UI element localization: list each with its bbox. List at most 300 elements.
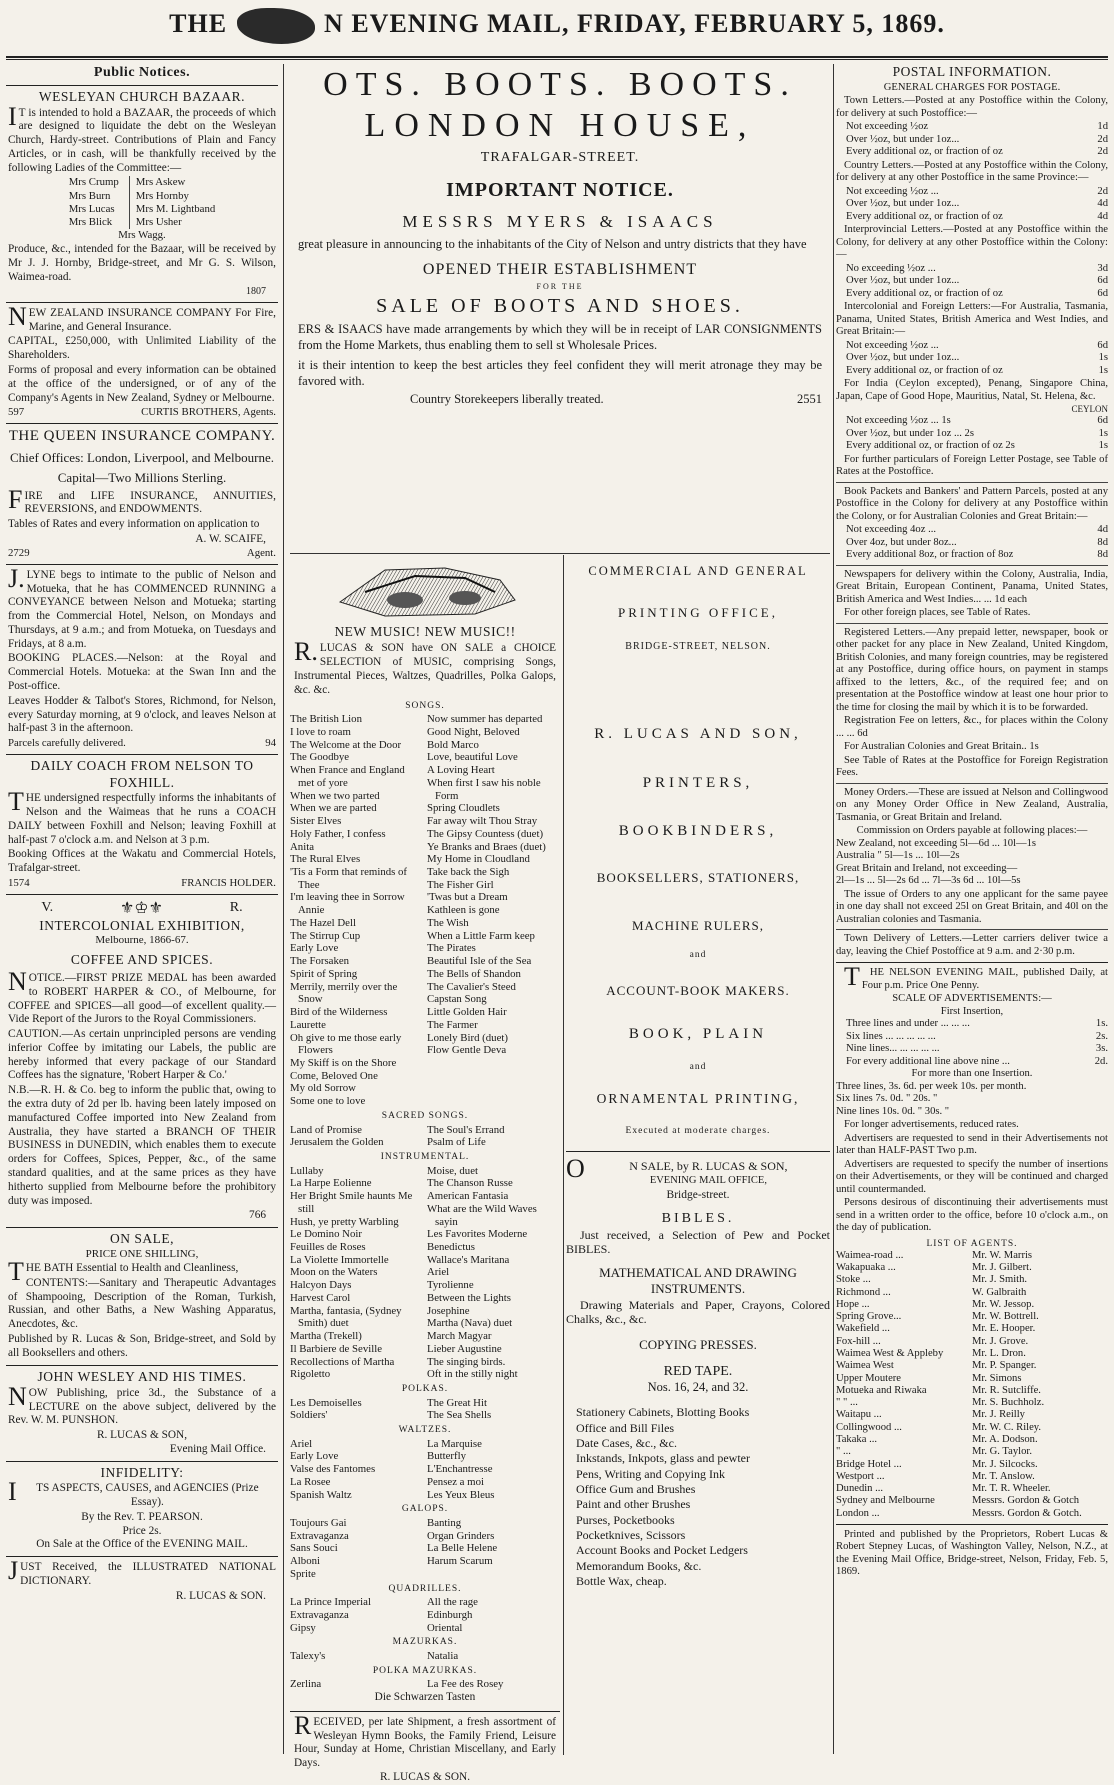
rate-label: Over ½oz, but under 1oz... bbox=[846, 275, 960, 287]
music-section-grid bbox=[290, 1596, 560, 1634]
music-title: The Cavalier's Steed bbox=[427, 980, 516, 993]
rate-label: No exceeding ½oz ... bbox=[846, 262, 936, 274]
music-title: Anita bbox=[290, 840, 314, 853]
agent-name: Mr. J. Gilbert. bbox=[972, 1262, 1032, 1274]
rate-value: 1s bbox=[1098, 427, 1108, 439]
music-title: Die Schwarzen Tasten bbox=[374, 1691, 476, 1703]
music-title: The Stirrup Cup bbox=[290, 929, 361, 942]
nz-insurance-num: 597 bbox=[8, 406, 25, 419]
music-title: L'Enchantresse bbox=[427, 1463, 493, 1476]
rate-row bbox=[836, 1043, 1108, 1056]
music-col-right bbox=[427, 1678, 560, 1691]
stationery-item: Date Cases, &c., &c. bbox=[576, 1435, 677, 1450]
rate-value: 1s bbox=[1098, 364, 1108, 376]
music-section-title: GALOPS. bbox=[401, 1504, 449, 1515]
bath-on-sale: ON SALE, bbox=[110, 1231, 174, 1247]
bazaar-num: 1807 bbox=[246, 285, 266, 297]
music-title: Between the Lights bbox=[427, 1291, 511, 1304]
music-section-grid bbox=[290, 713, 560, 1108]
music-title: Extravaganza bbox=[290, 1608, 349, 1621]
wesley-notice bbox=[6, 1366, 278, 1461]
column-public-notices bbox=[6, 64, 278, 1754]
queen-insurance-notice bbox=[6, 424, 278, 564]
agent-place: Westport ... bbox=[836, 1470, 885, 1482]
music-title: Hush, ye pretty Warbling bbox=[290, 1215, 399, 1228]
onsale-street: Bridge-street. bbox=[666, 1188, 730, 1201]
coach-booking: Booking Offices at the Wakatu and Commercial Hotels, Trafalgar-street. bbox=[8, 848, 276, 875]
ladies-last: Mrs Wagg. bbox=[118, 229, 166, 242]
agent-place: Waitapu ... bbox=[836, 1409, 882, 1421]
ads-p1: Advertisers are requested to send in their Advertisements not later than HALF-PAST Two p.m. bbox=[836, 1132, 1108, 1157]
rate-row bbox=[836, 275, 1108, 288]
column-divider bbox=[833, 64, 834, 1754]
rate-label: Not exceeding 4oz ... bbox=[846, 524, 937, 536]
agent-place: Stoke ... bbox=[836, 1274, 871, 1286]
boots-p3: it is their intention to keep the best articles they feel confident they will merit atronage they may be favored with. bbox=[298, 357, 822, 388]
music-title: Rigoletto bbox=[290, 1368, 331, 1381]
stationery-list bbox=[576, 1405, 830, 1589]
postal-country: Country Letters.—Posted at any Postoffice within the Colony, for delivery at any other Postoffice in the same Province:— bbox=[836, 159, 1108, 184]
money-order-row: Great Britain and Ireland, not exceeding— bbox=[836, 862, 1018, 874]
music-title: The Gipsy Countess (duet) bbox=[427, 827, 544, 840]
rate-label: Every additional oz, or fraction of oz 2s bbox=[846, 440, 1015, 452]
printing-machine-rulers: MACHINE RULERS, bbox=[631, 918, 764, 934]
onsale-intro: ON SALE, by R. LUCAS & SON, bbox=[566, 1154, 788, 1184]
music-title: Martha (Trekell) bbox=[290, 1330, 362, 1343]
committee-list bbox=[8, 176, 276, 229]
music-title: Recollections of Martha bbox=[290, 1355, 395, 1368]
rate-label: Over ½oz, but under 1oz... bbox=[846, 198, 960, 210]
agent-place: Dunedin ... bbox=[836, 1483, 884, 1495]
music-title: Harum Scarum bbox=[427, 1555, 493, 1568]
music-title: The Great Hit bbox=[427, 1396, 487, 1409]
music-col-right bbox=[427, 1165, 560, 1381]
bibles-text: Just received, a Selection of Pew and Pocket BIBLES. bbox=[566, 1227, 830, 1257]
music-title: Merrily, merrily over the Snow bbox=[290, 980, 398, 1006]
rate-value: 1s bbox=[1098, 352, 1108, 364]
myers-isaacs: MESSRS MYERS & ISAACS bbox=[402, 212, 718, 232]
music-title: Far away wilt Thou Stray bbox=[427, 815, 538, 828]
printing-bookbinders: BOOKBINDERS, bbox=[618, 822, 778, 839]
bath-contents: CONTENTS:—Sanitary and Therapeutic Advantages of Shampooing, Description of the Roman, Turkish, Russian, and other Baths, a New Washing Apparatus, Anecdotes, &c. bbox=[8, 1276, 276, 1331]
nz-insurance-title: NEW ZEALAND INSURANCE COMPANY For Fire, Marine, and General Insurance. bbox=[8, 301, 276, 333]
postal-charges: GENERAL CHARGES FOR POSTAGE. bbox=[883, 81, 1061, 93]
music-title: The Forsaken bbox=[290, 955, 350, 968]
agent-place: Collingwood ... bbox=[836, 1421, 902, 1433]
music-instruments-engraving bbox=[325, 562, 525, 620]
infidelity-by: By the Rev. T. PEARSON. bbox=[81, 1510, 203, 1523]
agent-name: Mr. J. Smith. bbox=[972, 1274, 1028, 1286]
music-title: 'Twas but a Dream bbox=[427, 891, 508, 904]
music-col-left bbox=[290, 1596, 423, 1634]
ad-more-row: Nine lines 10s. 0d. " 30s. " bbox=[836, 1105, 950, 1117]
postal-other: For other foreign places, see Table of Rates. bbox=[844, 607, 1031, 619]
music-title: Extravaganza bbox=[290, 1529, 349, 1542]
rate-value: 2d bbox=[1097, 146, 1108, 158]
rate-row bbox=[836, 352, 1108, 365]
rate-value: 4d bbox=[1097, 198, 1108, 210]
rate-value: 1s bbox=[1098, 440, 1108, 452]
music-section-grid bbox=[290, 1438, 560, 1502]
interprovincial-rates bbox=[836, 263, 1108, 301]
music-title: All the rage bbox=[427, 1596, 478, 1609]
music-title: Moon on the Waters bbox=[290, 1266, 378, 1279]
ads-first: First Insertion, bbox=[940, 1005, 1004, 1017]
trafalgar-street: TRAFALGAR-STREET. bbox=[480, 149, 640, 165]
masthead bbox=[0, 8, 1114, 58]
music-title: The British Lion bbox=[290, 713, 362, 726]
committee-member: Mrs Askew bbox=[135, 176, 186, 189]
music-title: Good Night, Beloved bbox=[427, 725, 520, 738]
music-title: Martha, fantasia, (Sydney Smith) duet bbox=[290, 1304, 402, 1330]
rate-row bbox=[836, 186, 1108, 199]
music-title: Sister Elves bbox=[290, 815, 342, 828]
rate-row bbox=[836, 537, 1108, 550]
agent-name: Mr. J. Grove. bbox=[972, 1335, 1029, 1347]
music-section-grid bbox=[290, 1165, 560, 1381]
masthead-rule bbox=[6, 56, 1108, 60]
india-rates bbox=[836, 415, 1108, 453]
ink-blot-image bbox=[237, 8, 315, 44]
printing-lucas: R. LUCAS AND SON, bbox=[594, 726, 802, 743]
music-title: Now summer has departed bbox=[427, 713, 543, 726]
music-col-right bbox=[427, 1397, 560, 1422]
rate-value: 8d bbox=[1097, 549, 1108, 561]
agent-place: Sydney and Melbourne bbox=[836, 1495, 935, 1507]
copying-presses: COPYING PRESSES. bbox=[639, 1337, 757, 1352]
music-col-left bbox=[290, 1165, 423, 1381]
lyne-booking: BOOKING PLACES.—Nelson: at the Royal and Commercial Hotels. Motueka: at the Swan Inn and the Post-office. bbox=[8, 652, 276, 693]
music-title: When a Little Farm keep bbox=[427, 929, 535, 942]
agent-place: Richmond ... bbox=[836, 1286, 891, 1298]
boots-p1: great pleasure in announcing to the inhabitants of the City of Nelson and untry districts that they have bbox=[298, 237, 807, 252]
music-section-title: WALTZES. bbox=[398, 1425, 452, 1436]
exhibition-city: Melbourne, 1866-67. bbox=[95, 934, 189, 947]
agent-name: Mr. Simons bbox=[972, 1372, 1022, 1384]
music-col-right bbox=[427, 1596, 560, 1634]
column-divider bbox=[283, 64, 284, 1754]
agent-name: Mr. W. Bottrell. bbox=[972, 1311, 1039, 1323]
sale-of-boots: SALE OF BOOTS AND SHOES. bbox=[376, 294, 744, 317]
important-notice: IMPORTANT NOTICE. bbox=[446, 179, 674, 202]
agent-place: Waimea West bbox=[836, 1360, 894, 1372]
ladies-right-list bbox=[129, 176, 215, 229]
agent-place: Takaka ... bbox=[836, 1433, 878, 1445]
rate-label: Not exceeding ½oz ... bbox=[846, 185, 939, 197]
music-title: Banting bbox=[427, 1516, 462, 1529]
for-the: FOR THE bbox=[536, 281, 584, 291]
vr-left: V. bbox=[41, 900, 54, 916]
agent-place: Fox-hill ... bbox=[836, 1335, 881, 1347]
music-title: Lonely Bird (duet) bbox=[427, 1031, 508, 1044]
music-title: Martha (Nava) duet bbox=[427, 1317, 513, 1330]
infidelity-notice bbox=[6, 1462, 278, 1557]
music-col-left bbox=[290, 1678, 423, 1691]
stationery-item: Bottle Wax, cheap. bbox=[576, 1574, 667, 1589]
rate-row bbox=[836, 211, 1108, 224]
music-title: Pensez a moi bbox=[427, 1475, 484, 1488]
postal-book: Book Packets and Bankers' and Pattern Parcels, posted at any Postoffice in the Colony for delivery at any Postoffice within the Colony, or for Australian Colonies and Great Britain:— bbox=[836, 485, 1108, 522]
music-title: La Rosee bbox=[290, 1475, 331, 1488]
music-col-left bbox=[290, 1438, 423, 1502]
rate-label: Not exceeding ½oz ... 1s bbox=[846, 415, 951, 427]
printing-and1: and bbox=[689, 949, 707, 960]
rate-value: 3s. bbox=[1095, 1043, 1108, 1055]
committee-member: Mrs Crump bbox=[68, 176, 119, 189]
music-title: Ariel bbox=[290, 1437, 313, 1450]
music-title: Sans Souci bbox=[290, 1542, 338, 1555]
postal-delivery: Town Delivery of Letters.—Letter carriers deliver twice a day, leaving the Chief Postoffice at 9 a.m. and 2·30 p.m. bbox=[836, 933, 1108, 957]
ads-scale: SCALE OF ADVERTISEMENTS:— bbox=[892, 993, 1052, 1005]
lyne-num: 94 bbox=[265, 737, 276, 750]
rate-label: Over ½oz, but under 1oz... bbox=[846, 352, 960, 364]
music-title: When France and England met of yore bbox=[290, 764, 405, 789]
music-title: Love, beautiful Love bbox=[427, 751, 518, 764]
music-title: Come, Beloved One bbox=[290, 1069, 378, 1082]
music-section-title: MAZURKAS. bbox=[392, 1637, 458, 1648]
music-title: My Home in Cloudland bbox=[427, 853, 530, 866]
agent-name: Mr. W. C. Riley. bbox=[972, 1421, 1042, 1433]
music-title: Oriental bbox=[427, 1621, 463, 1634]
ad-rates bbox=[836, 1018, 1108, 1068]
coach-num: 1574 bbox=[8, 876, 30, 889]
public-notices-heading: Public Notices. bbox=[93, 65, 191, 80]
ads-more: For more than one Insertion. bbox=[911, 1068, 1033, 1080]
music-title: Les Yeux Bleus bbox=[427, 1488, 495, 1501]
ads-longer: For longer advertisements, reduced rates. bbox=[844, 1119, 1019, 1131]
rate-label: Six lines ... ... ... ... ... bbox=[846, 1030, 936, 1042]
postal-money: Money Orders.—These are issued at Nelson and Collingwood on any Money Order Office in New Zealand, Australia, Tasmania, or Great Britain and Ireland. bbox=[836, 786, 1108, 823]
music-title: Her Bright Smile haunts Me still bbox=[290, 1190, 413, 1215]
music-section-title: INSTRUMENTAL. bbox=[380, 1151, 470, 1162]
music-title: The Goodbye bbox=[290, 751, 350, 764]
bath-published: Published by R. Lucas & Son, Bridge-street, and Sold by all Booksellers and others. bbox=[8, 1332, 276, 1359]
rate-row bbox=[836, 440, 1108, 453]
music-title: The Welcome at the Door bbox=[290, 738, 402, 751]
stationery-item: Inkstands, Inkpots, glass and pewter bbox=[576, 1451, 750, 1466]
reg-see: See Table of Rates at the Postoffice for Foreign Registration Fees. bbox=[836, 754, 1108, 779]
music-title: Spanish Waltz bbox=[290, 1488, 352, 1501]
music-section-grid bbox=[290, 1678, 560, 1691]
music-title: The Wish bbox=[427, 916, 469, 929]
music-section-grid bbox=[290, 1124, 560, 1149]
money-order-row: New Zealand, not exceeding 5l—6d ... 10l—1s bbox=[836, 837, 1037, 849]
music-title: Edinburgh bbox=[427, 1608, 473, 1621]
music-title: Natalia bbox=[427, 1649, 459, 1662]
music-title: La Violette Immortelle bbox=[290, 1253, 389, 1266]
book-rates bbox=[836, 524, 1108, 562]
lyne-text: J.LYNE begs to intimate to the public of Nelson and Motueka, that he has COMMENCED RUNNING a CONVEYANCE between Nelson and Motueka; starting from the Commercial Hotel, Nelson, on Mondays and Thursdays, at 9 a.m.; and from Motueka, on Tuesdays and Fridays, at 8 a.m. bbox=[8, 563, 276, 650]
rate-label: Nine lines... ... ... ... ... bbox=[846, 1043, 940, 1055]
printed-by: Printed and published by the Proprietors, Robert Lucas & Robert Stepney Lucas, of Washington Valley, Nelson, N.Z., at the Evening Mail Office, Bridge-street, Nelson, Friday, Feb. 5, 1869. bbox=[836, 1528, 1108, 1578]
agent-name: Mr. R. Sutcliffe. bbox=[972, 1384, 1041, 1396]
stationery-item: Office and Bill Files bbox=[576, 1420, 675, 1435]
stationery-item: Pens, Writing and Copying Ink bbox=[576, 1466, 725, 1481]
music-title: Bold Marco bbox=[427, 738, 479, 751]
music-title: Wallace's Maritana bbox=[427, 1253, 510, 1266]
rate-value: 4d bbox=[1097, 210, 1108, 222]
opened-establishment: OPENED THEIR ESTABLISHMENT bbox=[422, 261, 698, 279]
music-title: Talexy's bbox=[290, 1649, 326, 1662]
queen-agent-label: Agent. bbox=[246, 546, 276, 559]
postal-issue: The issue of Orders to any one applicant for the same payee in one day shall not exceed 25l on Great Britain, and 40l on the Australian colonies and Tasmania. bbox=[836, 888, 1108, 925]
infidelity-price: Price 2s. bbox=[122, 1524, 162, 1537]
agent-name: W. Galbraith bbox=[972, 1286, 1027, 1298]
new-music-title: NEW MUSIC! NEW MUSIC!! bbox=[334, 624, 516, 639]
coffee-caution: CAUTION.—As certain unprincipled persons are vending inferior Coffee by imitating our Labels, the public are hereby informed that every package of our Standard Coffees has the signature, 'Robert Harper & Co.' bbox=[8, 1028, 276, 1082]
math-title: MATHEMATICAL AND DRAWING INSTRUMENTS. bbox=[599, 1265, 797, 1296]
music-section-grid bbox=[290, 1650, 560, 1663]
rate-row bbox=[836, 365, 1108, 378]
music-col-right bbox=[427, 1650, 560, 1663]
royal-crest-icon: ⚜♔⚜ bbox=[119, 898, 163, 918]
masthead-left: THE bbox=[169, 8, 228, 38]
music-title: La Harpe Eolienne bbox=[290, 1177, 372, 1190]
music-title: Gipsy bbox=[290, 1621, 316, 1634]
postal-town: Town Letters.—Posted at any Postoffice within the Colony, for delivery at such Postoffice:— bbox=[836, 95, 1108, 119]
intercolonial-rates bbox=[836, 340, 1108, 378]
queen-agent: A. W. SCAIFE, bbox=[195, 532, 266, 545]
printing-street: BRIDGE-STREET, NELSON. bbox=[625, 641, 771, 653]
music-title: Organ Grinders bbox=[427, 1529, 495, 1542]
music-title: Josephine bbox=[427, 1304, 470, 1317]
red-tape-nos: Nos. 16, 24, and 32. bbox=[647, 1379, 749, 1394]
rate-row bbox=[836, 340, 1108, 353]
ads-p2: Advertisers are requested to specify the number of insertions on their Advertisements, or they will be continued and charged until countermanded. bbox=[836, 1158, 1108, 1195]
music-title: La Belle Helene bbox=[427, 1542, 498, 1555]
column-divider bbox=[563, 555, 564, 1755]
music-title: The Fisher Girl bbox=[427, 878, 494, 891]
money-order-row: Australia " 5l—1s ... 10l—2s bbox=[836, 850, 960, 862]
dictionary-notice bbox=[6, 1557, 278, 1607]
queen-tables: Tables of Rates and every information on application to bbox=[8, 518, 260, 531]
wesley-title: JOHN WESLEY AND HIS TIMES. bbox=[37, 1369, 247, 1385]
rate-value: 6d bbox=[1097, 275, 1108, 287]
queen-num: 2729 bbox=[8, 546, 30, 559]
rate-value: 6d bbox=[1097, 415, 1108, 427]
nz-insurance-sig: CURTIS BROTHERS, Agents. bbox=[141, 406, 276, 419]
agent-name: Mr. E. Hooper. bbox=[972, 1323, 1036, 1335]
ad-more-row: Six lines 7s. 0d. " 20s. " bbox=[836, 1093, 938, 1105]
coffee-num: 766 bbox=[249, 1209, 266, 1222]
rate-row bbox=[836, 1031, 1108, 1044]
rate-value: 4d bbox=[1097, 524, 1108, 536]
printing-printers: PRINTERS, bbox=[642, 774, 754, 791]
committee-member: Mrs Burn bbox=[68, 189, 111, 202]
printing-title1: COMMERCIAL AND GENERAL bbox=[588, 564, 808, 578]
stationery-item: Stationery Cabinets, Blotting Books bbox=[576, 1405, 750, 1420]
boots-country: Country Storekeepers liberally treated. bbox=[410, 392, 604, 407]
stationery-item: Account Books and Pocket Ledgers bbox=[576, 1543, 748, 1558]
music-title: Flow Gentle Deva bbox=[427, 1044, 507, 1057]
music-title: Harvest Carol bbox=[290, 1291, 351, 1304]
rate-value: 3d bbox=[1097, 262, 1108, 274]
agent-place: " ... bbox=[836, 1446, 851, 1458]
column-music bbox=[290, 556, 560, 1783]
music-title: Kathleen is gone bbox=[427, 904, 500, 917]
rate-label: Every additional oz, or fraction of oz bbox=[846, 146, 1003, 158]
agent-place: " " ... bbox=[836, 1397, 858, 1409]
bazaar-text: IT is intended to hold a BAZAAR, the proceeds of which are designed to liquidate the debt on the Wesleyan Church, Hardy-street. Contributions of Plain and Fancy Articles, or in cash, will be thankfully received by the following Ladies of the Committee:— bbox=[8, 101, 276, 174]
town-rates bbox=[836, 121, 1108, 159]
music-col-left bbox=[290, 1517, 423, 1581]
music-title: Valse des Fantomes bbox=[290, 1463, 376, 1476]
nz-insurance-notice bbox=[6, 303, 278, 425]
rate-row bbox=[836, 1056, 1108, 1069]
red-tape: RED TAPE. bbox=[663, 1363, 733, 1379]
bibles-title: BIBLES. bbox=[661, 1210, 735, 1226]
agent-name: Mr. W. Marris bbox=[972, 1249, 1033, 1261]
agent-place: Wakapuaka ... bbox=[836, 1262, 896, 1274]
agent-name: Mr. W. Jessop. bbox=[972, 1298, 1035, 1310]
rate-row bbox=[836, 415, 1108, 428]
rate-value: 2d bbox=[1097, 185, 1108, 197]
agent-place: Spring Grove... bbox=[836, 1311, 902, 1323]
wesley-office: Evening Mail Office. bbox=[169, 1443, 266, 1455]
music-title: Oh give to me those early Flowers bbox=[290, 1031, 402, 1057]
music-title: What are the Wild Waves sayin bbox=[427, 1202, 537, 1228]
column-printing bbox=[566, 556, 830, 1752]
music-title: Oft in the stilly night bbox=[427, 1368, 518, 1381]
music-title: Alboni bbox=[290, 1555, 320, 1568]
music-title: Spirit of Spring bbox=[290, 967, 358, 980]
music-title: Capstan Song bbox=[427, 993, 487, 1006]
postal-india: For India (Ceylon excepted), Penang, Singapore China, Japan, Cape of Good Hope, Mauritius, Natal, St. Helena, &c. bbox=[836, 378, 1108, 402]
rate-value: 2d. bbox=[1094, 1055, 1108, 1067]
agent-place: London ... bbox=[836, 1507, 880, 1519]
hymn-books-text: RECEIVED, per late Shipment, a fresh assortment of Wesleyan Hymn Books, the Family Friend, Leisure Hour, Sunday at Home, Christian Miscellany, and Early Days. bbox=[294, 1710, 556, 1770]
music-title: Ariel bbox=[427, 1266, 450, 1279]
music-title: The Pirates bbox=[427, 942, 476, 955]
coach-text: THE undersigned respectfully informs the inhabitants of Nelson and the Waimeas that he runs a COACH DAILY between Foxhill and Nelson; leaving Foxhill at half-past 7 o'clock a.m. and Nelson at 3 p.m. bbox=[8, 787, 276, 846]
stationery-item: Office Gum and Brushes bbox=[576, 1481, 696, 1496]
agent-place: Waimea-road ... bbox=[836, 1249, 904, 1261]
postal-interc: Intercolonial and Foreign Letters:—For Australia, Tasmania, Panama, United States, British America and West Indies, and Great Britain:— bbox=[836, 301, 1108, 338]
music-title: La Prince Imperial bbox=[290, 1596, 371, 1609]
music-title: Les Favorites Moderne bbox=[427, 1228, 528, 1241]
wesley-sig: R. LUCAS & SON, bbox=[96, 1429, 188, 1442]
music-title: The Soul's Errand bbox=[427, 1123, 505, 1136]
music-title: Psalm of Life bbox=[427, 1136, 486, 1149]
rate-value: 6d bbox=[1097, 287, 1108, 299]
music-title: Le Domino Noir bbox=[290, 1228, 362, 1241]
printing-ornamental: ORNAMENTAL PRINTING, bbox=[596, 1091, 800, 1107]
stationery-item: Paint and other Brushes bbox=[576, 1497, 691, 1512]
bath-notice bbox=[6, 1228, 278, 1366]
music-title: I love to roam bbox=[290, 725, 351, 738]
rate-value: 2s. bbox=[1095, 1030, 1108, 1042]
music-col-left bbox=[290, 713, 423, 1108]
boots-headline: OTS. BOOTS. BOOTS. bbox=[323, 66, 797, 103]
music-col-right bbox=[427, 1438, 560, 1502]
music-col-right bbox=[427, 1517, 560, 1581]
music-title: Spring Cloudlets bbox=[427, 802, 500, 815]
agent-place: Wakefield ... bbox=[836, 1323, 890, 1335]
music-col-right bbox=[427, 1124, 560, 1149]
stationery-item: Purses, Pocketbooks bbox=[576, 1512, 675, 1527]
rate-value: 6d bbox=[1097, 339, 1108, 351]
ceylon-label: CEYLON bbox=[1071, 404, 1108, 415]
stationery-item: Pocketknives, Scissors bbox=[576, 1528, 686, 1543]
infidelity-sub: ITS ASPECTS, CAUSES, and AGENCIES (Prize Essay). bbox=[8, 1477, 259, 1509]
music-title: When we are parted bbox=[290, 802, 377, 815]
music-title: Moise, duet bbox=[427, 1164, 478, 1177]
ad-more-row: Three lines, 3s. 6d. per week 10s. per month. bbox=[836, 1080, 1027, 1092]
agent-place: Bridge Hotel ... bbox=[836, 1458, 902, 1470]
reg-aus: For Australian Colonies and Great Britain.. 1s bbox=[844, 741, 1039, 753]
music-title: Il Barbiere de Seville bbox=[290, 1342, 383, 1355]
music-title: Zerlina bbox=[290, 1678, 322, 1691]
